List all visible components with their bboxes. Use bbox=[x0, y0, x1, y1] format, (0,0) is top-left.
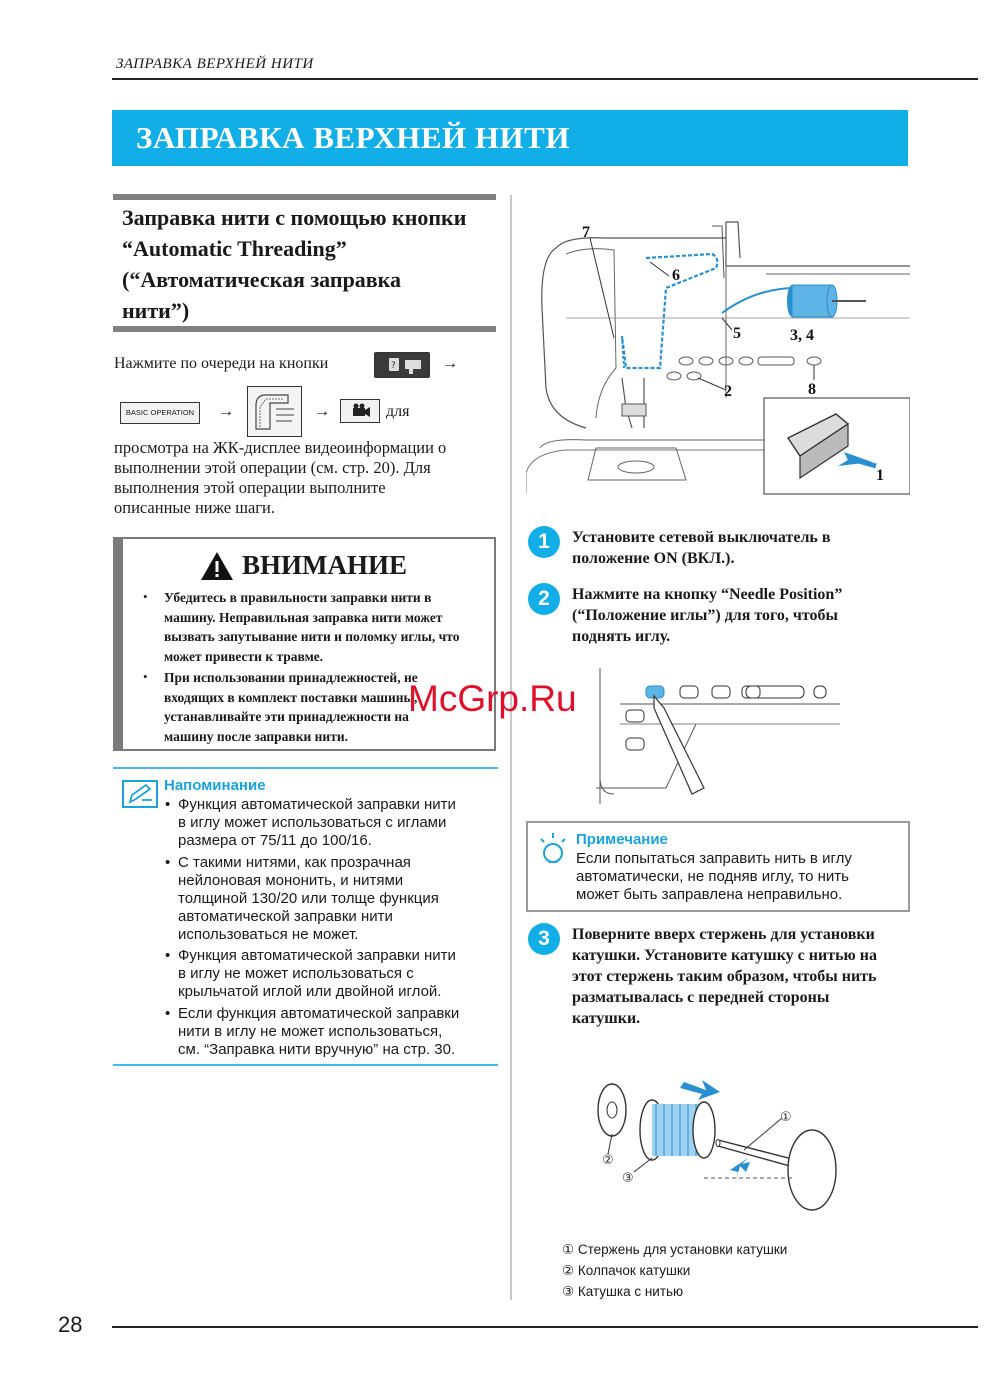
arrow-3: → bbox=[314, 403, 330, 420]
running-header: ЗАПРАВКА ВЕРХНЕЙ НИТИ bbox=[116, 56, 314, 72]
memo-bullet: • bbox=[165, 796, 171, 813]
video-camera-icon bbox=[340, 399, 380, 423]
callout-1: 1 bbox=[876, 467, 884, 484]
section-rule-bottom bbox=[113, 326, 496, 332]
step-3-text: Поверните вверх стержень для установки катушки. Установите катушку с нитью на этот стержень таким образом, чтобы нить разматывалась с передней стороны катушки. bbox=[572, 926, 877, 1027]
caution-item-1: Убедитесь в правильности заправки нити в машину. Неправильная заправка нити может вызвать запутывание нити и поломку иглы, что может привести к травме. bbox=[164, 590, 460, 664]
note-title: Примечание bbox=[576, 831, 668, 848]
section-title-line: Заправка нити с помощью кнопки bbox=[122, 205, 467, 230]
lightbulb-icon bbox=[536, 832, 570, 866]
pencil-note-icon bbox=[122, 780, 158, 808]
section-title bbox=[122, 202, 502, 326]
caution-bullet: • bbox=[143, 589, 148, 604]
memo-title: Напоминание bbox=[164, 777, 266, 794]
arrow-2: → bbox=[218, 403, 234, 420]
memo-rule-top bbox=[113, 767, 498, 769]
caution-item-2: При использовании принадлежностей, не входящих в комплект поставки машины, устанавливайте эти принадлежности на машину после заправки нити. bbox=[164, 670, 418, 744]
sewing-machine-illustration bbox=[526, 218, 910, 496]
callout-2: 2 bbox=[724, 383, 732, 400]
section-rule-top bbox=[113, 194, 496, 200]
needle-position-panel-illustration bbox=[596, 668, 840, 804]
step-number-2: 2 bbox=[528, 583, 560, 615]
memo-bullet: • bbox=[165, 1005, 171, 1022]
caution-title: ВНИМАНИЕ bbox=[242, 550, 408, 580]
callout-3-4: 3, 4 bbox=[790, 327, 814, 344]
body-line: описанные ниже шаги. bbox=[114, 498, 275, 517]
memo-item-3: Функция автоматической заправки нити в иглу не может использоваться с крыльчатой иглой или двойной иглой. bbox=[178, 947, 456, 1000]
callout-7: 7 bbox=[582, 224, 590, 241]
footer-rule bbox=[112, 1326, 978, 1328]
memo-item-4: Если функция автоматической заправки нити в иглу не может использоваться, см. “Заправка нити вручную” на стр. 30. bbox=[178, 1005, 460, 1058]
page-title: ЗАПРАВКА ВЕРХНЕЙ НИТИ bbox=[136, 120, 570, 155]
step-number-1: 1 bbox=[528, 526, 560, 558]
threading-screen-icon bbox=[247, 386, 302, 437]
callout-6: 6 bbox=[672, 267, 680, 284]
legend-item-1: ① Стержень для установки катушки bbox=[562, 1242, 788, 1257]
memo-bullet: • bbox=[165, 947, 171, 964]
spool-marker-1: ① bbox=[780, 1110, 792, 1125]
watermark: McGrp.Ru bbox=[408, 678, 577, 719]
memo-item-2: С такими нитями, как прозрачная нейлоновая мононить, и нитями толщиной 130/20 или толще функция автоматической заправки нити использоваться не может. bbox=[178, 854, 439, 943]
legend-item-3: ③ Катушка с нитью bbox=[562, 1284, 684, 1299]
section-title-line: (“Автоматическая заправка bbox=[122, 267, 402, 292]
memo-item-1: Функция автоматической заправки нити в иглу может использоваться с иглами размера от 75/11 до 100/16. bbox=[178, 796, 456, 849]
title-banner bbox=[112, 110, 908, 166]
header-rule bbox=[112, 78, 978, 80]
threading-key-button-icon bbox=[374, 352, 430, 378]
step-2-text: Нажмите на кнопку “Needle Position” (“Положение иглы”) для того, чтобы поднять иглу. bbox=[572, 586, 843, 645]
callout-5: 5 bbox=[733, 325, 741, 342]
arrow-1: → bbox=[442, 355, 458, 372]
caution-bullet: • bbox=[143, 669, 148, 684]
column-divider bbox=[510, 195, 512, 1300]
basic-operation-button-icon: BASIC OPERATION bbox=[120, 402, 200, 424]
memo-bullet: • bbox=[165, 854, 171, 871]
memo-rule-bottom bbox=[113, 1064, 498, 1066]
section-title-line: “Automatic Threading” bbox=[122, 236, 347, 261]
spool-installation-illustration bbox=[594, 1070, 840, 1222]
spool-marker-2: ② bbox=[602, 1153, 614, 1168]
svg-text:?: ? bbox=[391, 361, 396, 371]
step-number-3: 3 bbox=[528, 923, 560, 955]
step-1-text: Установите сетевой выключатель в положение ON (ВКЛ.). bbox=[572, 529, 831, 567]
body-line: просмотра на ЖК-дисплее видеоинформации о bbox=[114, 438, 447, 457]
intro-body bbox=[114, 438, 499, 518]
page-number: 28 bbox=[58, 1312, 83, 1337]
legend-item-2: ② Колпачок катушки bbox=[562, 1263, 691, 1278]
section-title-line: нити”) bbox=[122, 298, 190, 323]
note-text: Если попытаться заправить нить в иглу автоматически, не подняв иглу, то нить может быть заправлена неправильно. bbox=[576, 850, 852, 903]
intro-for-text: для bbox=[386, 403, 410, 420]
callout-8: 8 bbox=[808, 381, 816, 398]
warning-icon bbox=[200, 551, 234, 581]
body-line: выполнении этой операции (см. стр. 20). Для bbox=[114, 458, 431, 477]
body-line: выполнения этой операции выполните bbox=[114, 478, 386, 497]
intro-press-text: Нажмите по очереди на кнопки bbox=[114, 355, 329, 372]
spool-marker-3: ③ bbox=[622, 1171, 634, 1186]
